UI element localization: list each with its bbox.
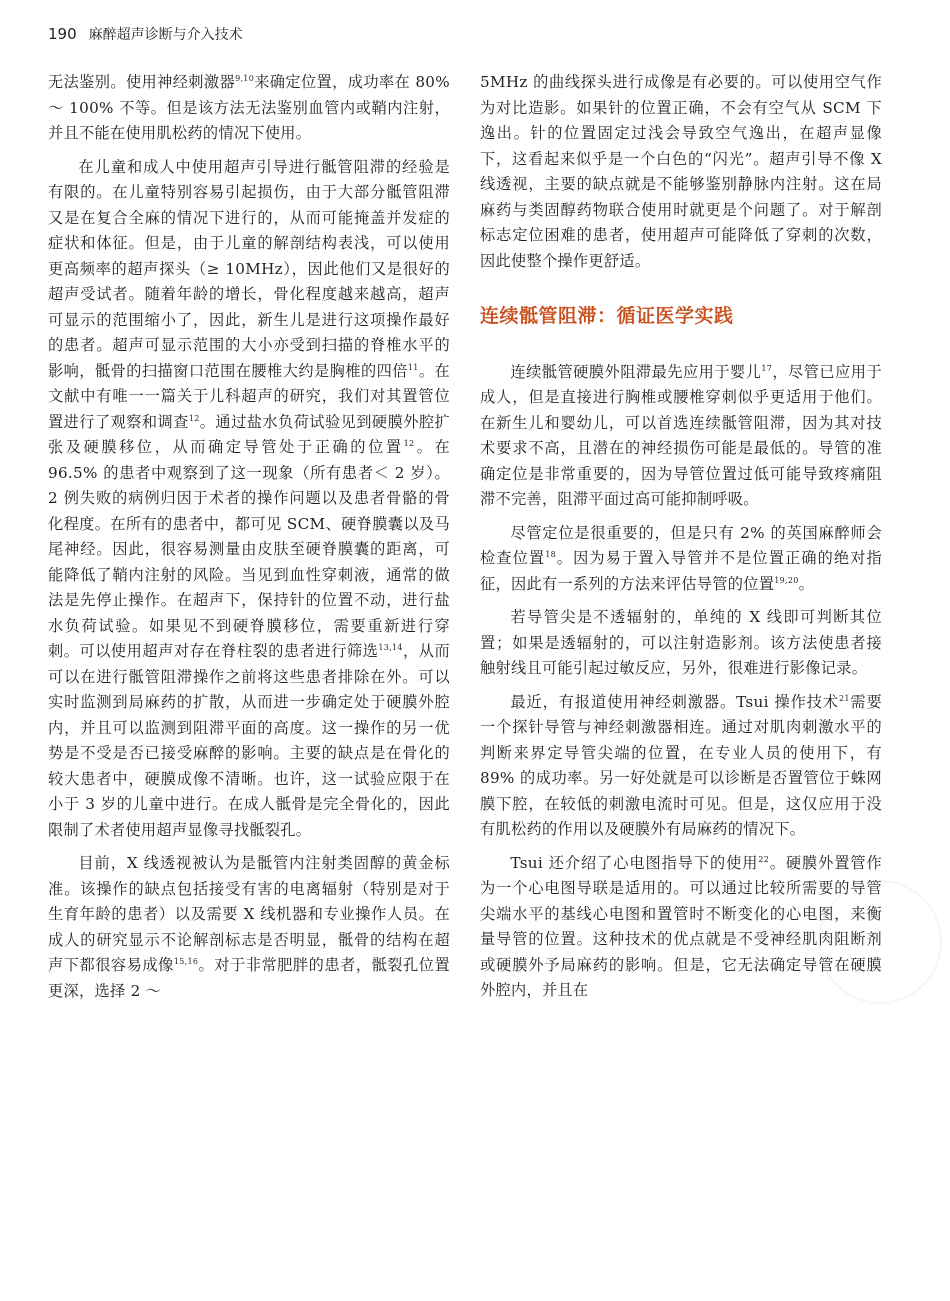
citation: 12 [188, 413, 200, 423]
page-number: 190 [48, 25, 77, 43]
citation: 9,10 [235, 73, 255, 83]
citation: 15,16 [173, 956, 199, 966]
paragraph: 连续骶管硬膜外阻滞最先应用于婴儿$^{17}$，尽管已应用于成人，但是直接进行胸椎或腰椎穿刺似乎更适用于他们。在新生儿和婴幼儿，可以首选连续骶管阻滞，因为其对技术要求不高，且潜在的神经损伤可能是最低的。导管的准确定位是非常重要的，因为导管位置过低可能导致疼痛阻滞不完善，阻滞平面过高可能抑制呼吸。 [480, 362, 882, 508]
right-column [480, 70, 882, 1012]
citation: 21 [838, 693, 850, 703]
watermark-seal [818, 880, 942, 1004]
left-column [48, 70, 450, 1012]
book-title: 麻醉超声诊断与介入技术 [88, 27, 243, 43]
paragraph: 尽管定位是很重要的，但是只有 2% 的英国麻醉师会检查位置$^{18}$。因为易于置入导管并不是位置正确的绝对指征，因此有一系列的方法来评估导管的位置$^{19,20}$。 [480, 523, 882, 593]
paragraph: 若导管尖是不透辐射的，单纯的 X 线即可判断其位置；如果是透辐射的，可以注射造影剂。该方法使患者接触射线且可能引起过敏反应，另外，很难进行影像记录。 [480, 608, 882, 677]
citation: 19,20 [774, 575, 799, 585]
paragraph: 在儿童和成人中使用超声引导进行骶管阻滞的经验是有限的。在儿童特别容易引起损伤，由于大部分骶管阻滞又是在复合全麻的情况下进行的，从而可能掩盖并发症的症状和体征。但是，由于儿童的解剖结构表浅，可以使用更高频率的超声探头（≥ 10MHz），因此他们又是很好的超声受试者。随着年龄的增长，骨化程度越来越高，超声可显示的范围缩小了，因此，新生儿是进行这项操作最好的患者。超声可显示范围的大小亦受到扫描的脊椎水平的影响，骶骨的扫描窗口范围在腰椎大约是胸椎的四倍$^{11}$。在文献中有唯一一篇关于儿科超声的研究，我们对其置管位置进行了观察和调查$^{12}$。通过盐水负荷试验见到硬膜外腔扩张及硬膜移位，从而确定导管处于正确的位置$^{12}$。在 96.5% 的患者中观察到了这一现象（所有患者＜ 2 岁）。2 例失败的病例归因于术者的操作问题以及患者骨骼的骨化程度。在所有的患者中，都可见 SCM、硬脊膜囊以及马尾神经。因此，很容易测量由皮肤至硬脊膜囊的距离，可能降低了鞘内注射的风险。当见到血性穿刺液，通常的做法是先停止操作。在超声下，保持针的位置不动，进行盐水负荷试验。如果见不到硬脊膜移位，需要重新进行穿刺。可以使用超声对存在脊柱裂的患者进行筛选$^{13,14}$，从而可以在进行骶管阻滞操作之前将这些患者排除在外。可以实时监测到局麻药的扩散，从而进一步确定处于硬膜外腔内，并且可以监测到阻滞平面的高度。这一操作的另一优势是不受是否已接受麻醉的影响。主要的缺点是在骨化的较大患者中，硬膜成像不清晰。也许，这一试验应限于在小于 3 岁的儿童中进行。在成人骶骨是完全骨化的，因此限制了术者使用超声显像寻找骶裂孔。 [48, 157, 451, 839]
citation: 17 [761, 363, 773, 373]
citation: 22 [758, 854, 770, 864]
paragraph: 5MHz 的曲线探头进行成像是有必要的。可以使用空气作为对比造影。如果针的位置正确，不会有空气从 SCM 下逸出。针的位置固定过浅会导致空气逸出，在超声显像下，这看起来似乎是一个白色的“闪光”。超声引导不像 X 线透视，主要的缺点就是不能够鉴别静脉内注射。这在局麻药与类固醇药物联合使用时就更是个问题了。对于解剖标志定位困难的患者，使用超声可能降低了穿刺的次数，因此使整个操作更舒适。 [480, 73, 882, 270]
citation: 13,14 [378, 642, 403, 652]
paragraph: 目前，X 线透视被认为是骶管内注射类固醇的黄金标准。该操作的缺点包括接受有害的电离辐射（特别是对于生育年龄的患者）以及需要 X 线机器和专业操作人员。在成人的研究显示不论解剖标志是否明显，骶骨的结构在超声下都很容易成像$^{15,16}$。对于非常肥胖的患者，骶裂孔位置更深，选择 2 ～ [48, 854, 450, 1000]
paragraph: Tsui 还介绍了心电图指导下的使用$^{22}$。硬膜外置管作为一个心电图导联是适用的。可以通过比较所需要的导管尖端水平的基线心电图和置管时不断变化的心电图，来衡量导管的位置。这种技术的优点就是不受神经肌肉阻断剂或硬膜外予局麻药的影响。但是，它无法确定导管在硬膜外腔内，并且在 [480, 853, 882, 999]
section-heading: 连续骶管阻滞：循证医学实践 [480, 305, 734, 327]
paragraph: 最近，有报道使用神经刺激器。Tsui 操作技术$^{21}$需要一个探针导管与神经刺激器相连。通过对肌肉刺激水平的判断来界定导管尖端的位置，在专业人员的使用下，有 89% 的成功率。另一好处就是可以诊断是否置管位于蛛网膜下腔，在较低的刺激电流时可见。但是，这仅应用于没有肌松药的作用以及硬膜外有局麻药的情况下。 [480, 692, 882, 838]
citation: 12 [403, 438, 415, 448]
paragraph: 无法鉴别。使用神经刺激器$^{9,10}$来确定位置，成功率在 80% ～ 100% 不等。但是该方法无法鉴别血管内或鞘内注射，并且不能在使用肌松药的情况下使用。 [48, 73, 450, 142]
citation: 18 [545, 549, 556, 559]
citation: 11 [407, 362, 419, 372]
page-header [48, 24, 243, 44]
